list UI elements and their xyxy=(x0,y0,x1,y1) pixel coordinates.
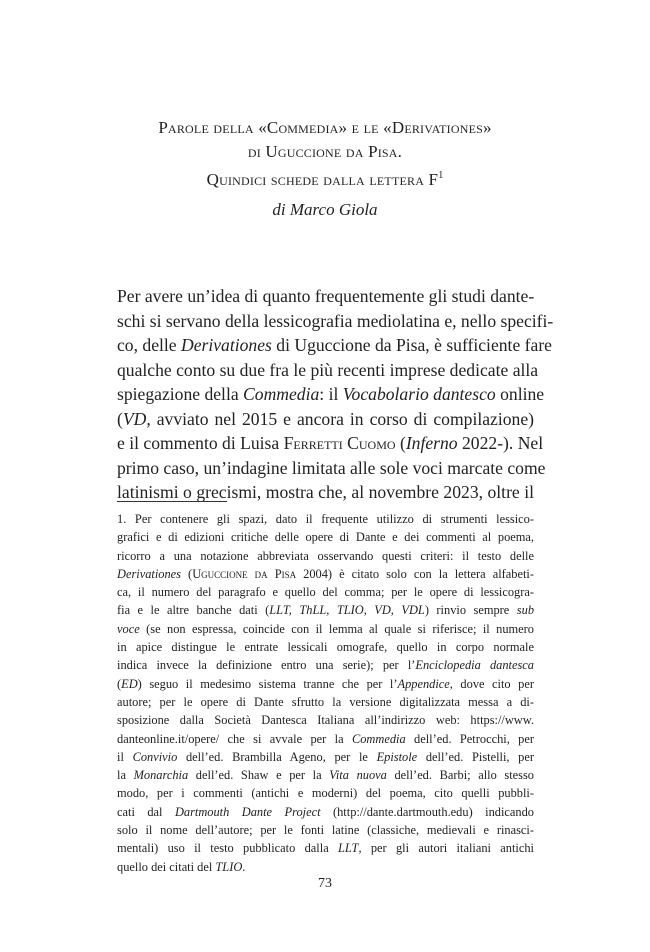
body-line: Per avere un’idea di quanto frequentemente gli studi dante- xyxy=(117,286,535,306)
author-byline: di Marco Giola xyxy=(272,200,378,219)
footnote-line: ca, il numero del paragrafo e quello del comma; per le opere di lessicogra- xyxy=(117,585,534,600)
body-paragraph xyxy=(117,284,554,505)
body-line: schi si servano della lessicografia mediolatina e, nello specifi- xyxy=(117,310,554,331)
footnote-reference[interactable]: 1 xyxy=(438,170,444,181)
body-line: e il commento di Luisa Ferretti Cuomo (Inferno 2022-). Nel xyxy=(117,433,544,453)
title-line-1: Parole della «Commedia» e le «Derivationes» xyxy=(158,118,492,137)
footnote-line: fia e le altre banche dati (LLT, ThLL, TLIO, VD, VDL) rinvio sempre sub xyxy=(117,603,535,618)
title-line-2: di Uguccione da Pisa. xyxy=(247,142,403,161)
footnote-line: quello dei citati del TLIO. xyxy=(117,859,246,874)
footnote-line: danteonline.it/opere/ che si avvale per la Commedia dell’ed. Petrocchi, per xyxy=(117,731,534,746)
footnote-line: modo, per i commenti (antichi e moderni) del poema, cito quelli pubbli- xyxy=(117,786,534,801)
body-line: (VD, avviato nel 2015 e ancora in corso di compilazione) xyxy=(117,408,534,429)
footnote-line: sposizione dalla Società Dantesca Italiana all’indirizzo web: https://www. xyxy=(117,713,534,728)
page-number: 73 xyxy=(318,876,332,891)
body-line: spiegazione della Commedia: il Vocabolario dantesco online xyxy=(117,384,545,404)
footnote-line: cati dal Dartmouth Dante Project (http://dante.dartmouth.edu) indicando xyxy=(117,804,535,819)
footnote-line: ricorro a una notazione abbreviata osservando questi criteri: il testo delle xyxy=(117,548,534,563)
footnote-line: in apice distingue le entrate lessicali omografe, quello in corpo normale xyxy=(117,640,534,655)
footnote-line: voce (se non espressa, coincide con il lemma al quale si riferisce; il numero xyxy=(117,621,534,636)
article-title xyxy=(0,116,650,192)
footnote-line: mentali) uso il testo pubblicato dalla LLT, per gli autori italiani antichi xyxy=(117,841,534,856)
body-line: primo caso, un’indagine limitata alle sole voci marcate come xyxy=(117,457,546,478)
footnote-line: Derivationes (Uguccione da Pisa 2004) è citato solo con la lettera alfabeti- xyxy=(117,566,534,581)
footnote-line: grafici e di edizioni critiche delle opere di Dante e dei commenti al poema, xyxy=(117,530,534,545)
body-line: qualche conto su due fra le più recenti imprese dedicate alla xyxy=(117,359,539,380)
footnote-separator xyxy=(117,501,227,502)
footnote-line: autore; per le opere di Dante sfrutto la versione digitalizzata messa a di- xyxy=(117,694,534,709)
footnote-line: solo il nome dell’autore; per le fonti latine (classiche, medievali e rinasci- xyxy=(117,823,534,838)
footnote-line: indica invece la definizione entro una serie); per l’Enciclopedia dantesca xyxy=(117,658,535,673)
footnote-line: (ED) seguo il medesimo sistema tranne che per l’Appendice, dove cito per xyxy=(117,676,534,691)
footnote-line: la Monarchia dell’ed. Shaw e per la Vita nuova dell’ed. Barbi; allo stesso xyxy=(117,768,535,783)
body-line: latinismi o grecismi, mostra che, al novembre 2023, oltre il xyxy=(117,482,534,502)
title-line-3: Quindici schede dalla lettera $F^1$ xyxy=(206,170,444,189)
footnote-line: 1. Per contenere gli spazi, dato il frequente utilizzo di strumenti lessico- xyxy=(117,512,534,526)
body-line: co, delle Derivationes di Uguccione da Pisa, è sufficiente fare xyxy=(117,335,552,355)
footnote-line: il Convivio dell’ed. Brambilla Ageno, per le Epistole dell’ed. Pistelli, per xyxy=(117,749,535,764)
footnote xyxy=(117,510,534,876)
